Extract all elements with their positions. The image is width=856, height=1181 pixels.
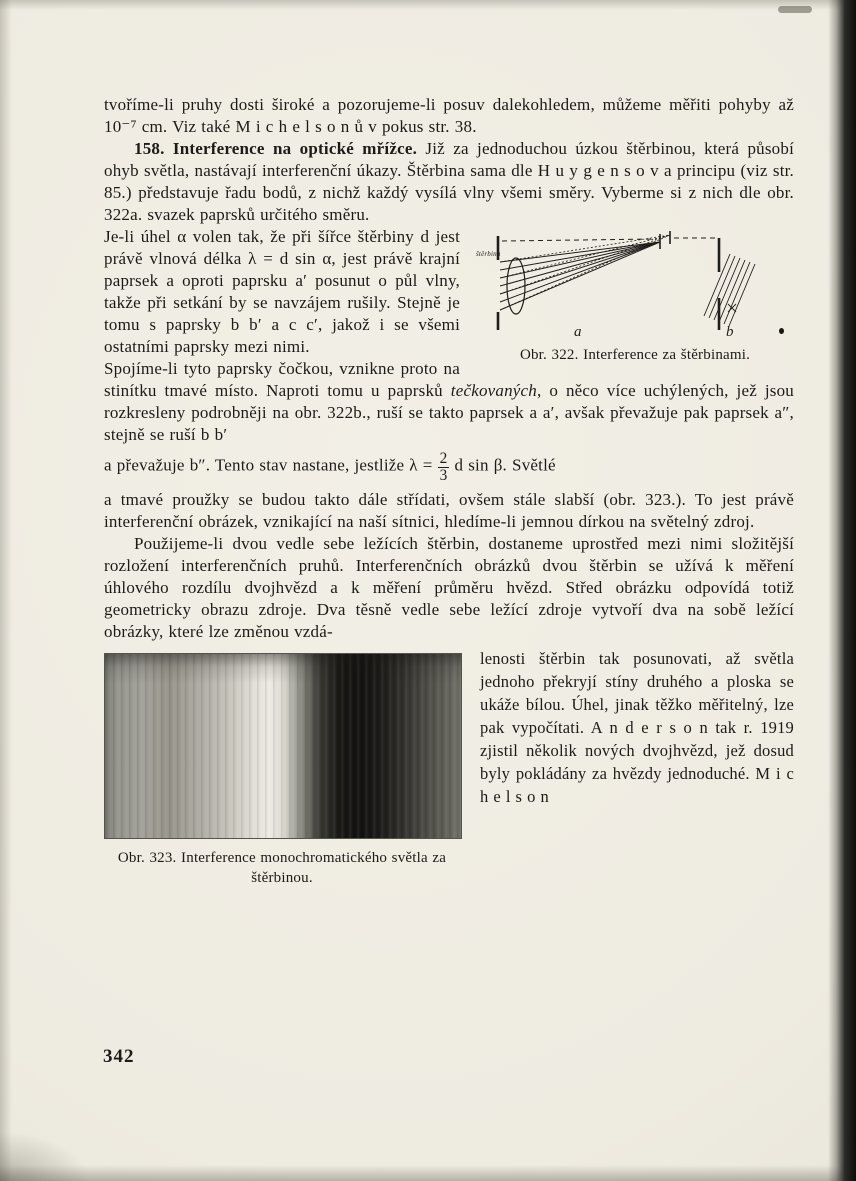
paragraph-angle-alpha: Je-li úhel α volen tak, že při šířce štěrbiny d jest právě vlnová délka λ = d sin α, jest právě krajní paprsek a oproti paprsku a′ posunut o půl vlny, takže při setkání by se navzájem rušily. Stejně je tomu s paprsky b b′ a c c′, jakož i se všemi ostatními paprsky mezi nimi. <box>104 227 460 356</box>
scan-edge-bottom <box>0 1165 856 1181</box>
text-column-right <box>480 647 794 888</box>
page-content <box>104 94 794 888</box>
figure-323 <box>104 653 462 888</box>
page-number: 342 <box>103 1046 135 1067</box>
figure-322-caption: Obr. 322. Interference za štěrbinami. <box>519 347 751 363</box>
paragraph-dotted-rays <box>104 358 794 446</box>
paragraph-two-slits: Použijeme-li dvou vedle sebe ležících štěrbin, dostaneme uprostřed mezi nimi složitější rozložení interferenčních pruhů. Interferenčních obrázků dvou štěrbin se užívá k měření úhlového rozdílu dvojhvězd a k měření průměru hvězd. Střed obrázku odpovídá totiž geometricky obrazu zdroje. Dva těsně vedle sebe ležící zdroje vytvoří dva na sobě ležící obrázky, které lze změnou vzdá- <box>104 534 794 642</box>
formula-before: a převažuje b″. Tento stav nastane, jestliže λ = <box>104 455 433 475</box>
scan-edge-right <box>828 0 856 1181</box>
figure-323-caption: Obr. 323. Interference monochromatického světla za štěrbinou. <box>117 850 447 886</box>
label-b: b <box>726 324 734 338</box>
formula-line <box>104 446 794 489</box>
scan-edge-top <box>0 0 856 10</box>
paragraph-dotted-rays-start: Spojíme-li tyto paprsky čočkou, vznikne proto na stinítku tmavé místo. Naproti tomu u paprsků <box>104 359 460 400</box>
scan-speck <box>779 328 784 334</box>
slit-label: štěrbina <box>476 250 501 258</box>
interference-photo <box>104 653 462 839</box>
scan-corner-shadow <box>0 1131 90 1181</box>
section-heading: 158. Interference na optické mřížce. <box>134 139 418 158</box>
paragraph-star-measurement: lenosti štěrbin tak posunovati, až světla jednoho překryjí stíny druhého a ploska se ukáže bílou. Úhel, jinak těžko měřitelný, lze pak vypočítati. A n d e r s o n tak r. 1919 zjistil několik nových dvojhvězd, jež dosud byly pokládány za hvězdy jednoduché. M i c h e l s o n <box>480 649 794 807</box>
label-a: a <box>574 324 582 338</box>
section-158-paragraph <box>104 138 794 226</box>
section-body: Již za jednoduchou úzkou štěrbinou, která působí ohyb světla, nastávají interferenční úkazy. Štěrbina sama dle H u y g e n s o v a principu (viz str. 85.) představuje řadu bodů, z nichž každý vysílá vlny všemi směry. Vyberme si z nich dle obr. 322a. svazek paprsků určitého směru. <box>104 139 794 224</box>
paragraph-dotted-rays-end: , o něco více uchýlených, jež jsou rozkresleny podrobněji na obr. 322b., ruší se takto paprsek a a′, avšak převažuje pak paprsek a″, stejně se ruší b b′ <box>104 381 794 444</box>
scan-edge-left <box>0 0 12 1181</box>
intro-paragraph: tvoříme-li pruhy dosti široké a pozorujeme-li posuv dalekohledem, můžeme měřiti pohyby až 10⁻⁷ cm. Viz také M i c h e l s o n ů v pokus str. 38. <box>104 95 794 136</box>
paragraph-stripes: a tmavé proužky se budou takto dále střídati, ovšem stále slabší (obr. 323.). To jest právě interferenční obrázek, vznikající na naší sítnici, hledíme-li jemnou dírkou na světelný zdroj. <box>104 490 794 532</box>
figure-323-section <box>104 647 794 888</box>
interference-diagram <box>476 230 788 338</box>
fraction-denominator: 3 <box>439 467 448 485</box>
scan-smudge <box>778 6 812 13</box>
fraction-two-thirds <box>438 451 450 484</box>
fraction-numerator: 2 <box>439 450 448 467</box>
figure-322-section <box>104 226 794 533</box>
italic-teckovanych: tečkovaných <box>450 381 537 400</box>
wavefront-hatch <box>704 254 755 326</box>
formula-after: d sin β. Světlé <box>454 455 556 475</box>
focus-ticks <box>660 231 670 249</box>
figure-322-drawing <box>476 230 788 338</box>
figure-323-column <box>104 647 480 888</box>
dashed-guide-line <box>502 238 716 241</box>
figure-322 <box>476 230 794 365</box>
